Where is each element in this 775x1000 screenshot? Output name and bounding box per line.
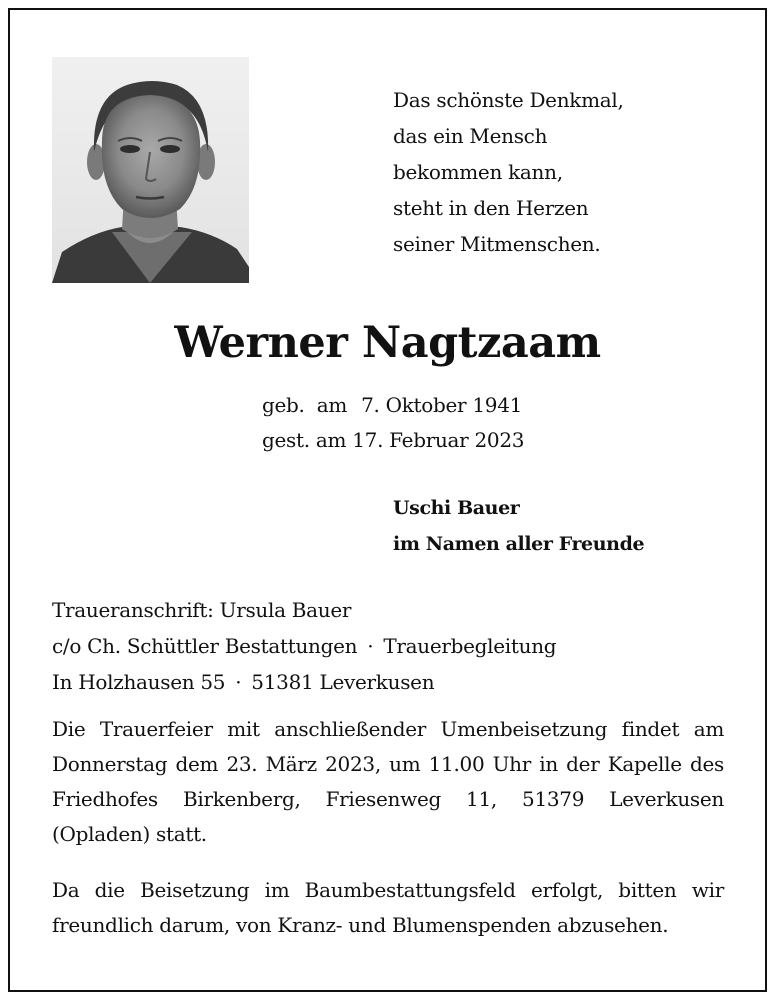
city: 51381 Leverkusen [251, 670, 435, 694]
address-line-2 [52, 628, 556, 664]
signer-name: Uschi Bauer [393, 497, 520, 519]
quote-block [393, 82, 624, 262]
funeral-home: c/o Ch. Schüttler Bestattungen [52, 634, 358, 658]
ceremony-paragraph: Die Trauerfeier mit anschließender Umenbeisetzung findet am Donnerstag dem 23. März 2023, um 11.00 Uhr in der Kapelle des Friedhofes Birkenberg, Friesenweg 11, 51379 Leverkusen (Opladen) statt. [52, 717, 724, 846]
address-line-1: Traueranschrift: Ursula Bauer [52, 598, 352, 622]
death-line [262, 423, 524, 458]
birth-label: geb. am [262, 393, 348, 417]
mourning-address [52, 592, 556, 700]
death-label: gest. am [262, 428, 347, 452]
life-dates [262, 388, 524, 458]
quote-line: steht in den Herzen [393, 196, 589, 220]
quote-line: Das schönste Denkmal, [393, 88, 624, 112]
address-line-3 [52, 664, 556, 700]
death-date: 17. Februar 2023 [352, 428, 525, 452]
portrait-photo [52, 57, 249, 283]
quote-line: seiner Mitmenschen. [393, 232, 601, 256]
birth-line [262, 388, 524, 423]
deceased-name: Werner Nagtzaam [174, 318, 601, 368]
birth-date: 7. Oktober 1941 [361, 393, 523, 417]
signers-block [393, 490, 644, 562]
separator-dot: · [235, 670, 242, 694]
separator-dot: · [367, 634, 374, 658]
quote-line: das ein Mensch [393, 124, 548, 148]
street: In Holzhausen 55 [52, 670, 226, 694]
quote-line: bekommen kann, [393, 160, 563, 184]
flowers-paragraph: Da die Beisetzung im Baumbestattungsfeld erfolgt, bitten wir freundlich darum, von Kranz- und Blumenspenden abzusehen. [52, 878, 724, 937]
signer-note: im Namen aller Freunde [393, 533, 645, 555]
funeral-service: Trauerbegleitung [383, 634, 557, 658]
